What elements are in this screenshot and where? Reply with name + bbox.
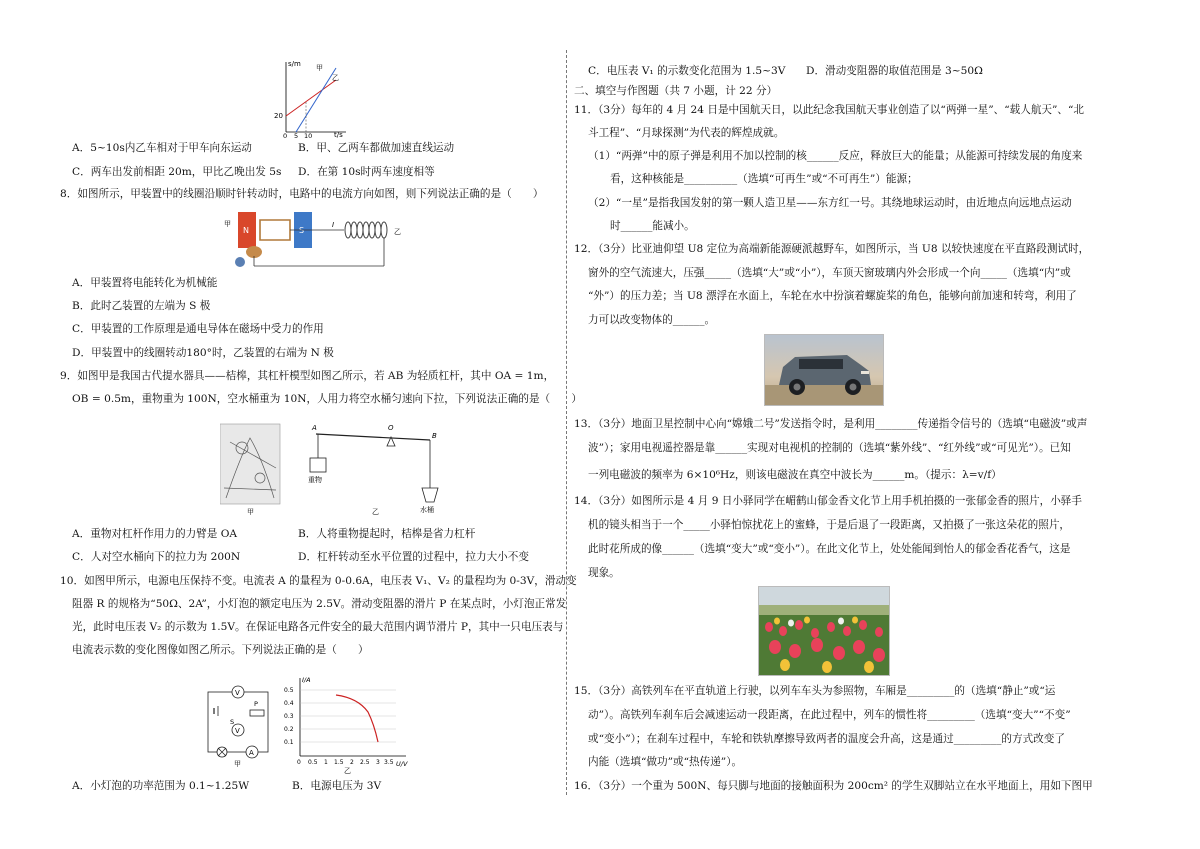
q9-figure (220, 418, 460, 518)
q11-line-1: 11．（3分）每年的 4 月 24 日是中国航天日，以此纪念我国航天事业创造了以“两弹一星”、“载人航天”、“北 (574, 104, 1085, 116)
q10-option-c: C．电压表 V₁ 的示数变化范围为 1.5~3V (588, 65, 786, 77)
q14-line-1: 14．（3分）如图所示是 4 月 9 日小驿同学在嵋鹤山郁金香文化节上用手机拍摄的一张郁金香的照片，小驿手 (574, 495, 1082, 507)
q10-option-b: B．电源电压为 3V (292, 780, 382, 792)
q9-a-label: A (312, 424, 317, 432)
q10-option-d: D．滑动变阻器的取值范围是 3~50Ω (806, 65, 983, 77)
q10-iu-graph (278, 674, 414, 774)
q10-xtick-2.5: 2.5 (360, 759, 370, 766)
q10-stem-line-1: 10．如图甲所示，电源电压保持不变。电流表 A 的量程为 0-0.6A，电压表 V₁、V₂ 的量程均为 0-3V，滑动变 (60, 575, 577, 587)
q13-line-1: 13．（3分）地面卫星控制中心向“嫦娥二号”发送指令时，是利用________传递指令信号的（选填“电磁波”或声 (574, 418, 1088, 430)
q8-figure (224, 206, 424, 272)
q14-line-2: 机的镜头相当于一个_____小驿怕惊扰花上的蜜蜂，于是后退了一段距离，又拍摄了一张这朵花的照片， (588, 519, 1071, 531)
q10-xtick-0.5: 0.5 (308, 759, 318, 766)
q11-line-6: 时______能减小。 (610, 220, 695, 232)
q7-line-b-label: 乙 (332, 74, 339, 82)
q11-line-5: （2）“一星”是指我国发射的第一颗人造卫星——东方红一号。其绕地球运动时，由近地点向远地点运动 (588, 197, 1072, 209)
q10-circuit (200, 684, 276, 768)
q8-option-d: D．甲装置中的线圈转动180°时，乙装置的右端为 N 极 (72, 347, 334, 359)
q15-line-2: 动”）。高铁列车刹车后会减速运动一段距离，在此过程中，列车的惯性将_________（选填“变大”“不变” (588, 709, 1071, 721)
q7-option-a: A．5~10s内乙车相对于甲车向东运动 (72, 142, 252, 154)
q10-stem-line-3: 光，此时电压表 V₂ 的示数为 1.5V。在保证电路各元件安全的最大范围内调节滑片 P，其中一只电压表与 (72, 621, 564, 633)
right-column (574, 0, 1093, 849)
q10-ytick-0.1: 0.1 (284, 739, 294, 746)
q10-s-label: S (230, 718, 235, 726)
q7-option-b: B．甲、乙两车都做加速直线运动 (298, 142, 455, 154)
q10-xtick-3.5: 3.5 (384, 759, 394, 766)
q12-line-4: 力可以改变物体的______。 (588, 314, 716, 326)
q8-stem: 8．如图所示，甲装置中的线圈沿顺时针转动时，电路中的电流方向如图，则下列说法正确的是（ ） (60, 188, 544, 200)
q7-ylabel: s/m (288, 60, 301, 68)
q13-line-2: 波”）；家用电视遥控器是靠______实现对电视机的控制的（选填“紫外线”、“红外线”或“可见光”）。已知 (588, 442, 1071, 454)
q9-stem-line-1: 9．如图甲是我国古代提水器具——桔槔，其杠杆模型如图乙所示，若 AB 为轻质杠杆，其中 OA = 1m， (60, 370, 555, 382)
q9-bucket-label: 水桶 (420, 506, 434, 514)
q12-line-3: “外”）的压力差；当 U8 漂浮在水面上，车轮在水中扮演着螺旋桨的角色，能够向前加速和转弯，利用了 (588, 290, 1077, 302)
q8-yi-label: 乙 (394, 228, 401, 236)
q9-option-a: A．重物对杠杆作用力的力臂是 OA (72, 528, 238, 540)
q8-option-c: C．甲装置的工作原理是通电导体在磁场中受力的作用 (72, 323, 324, 335)
q10-v2-symbol: V (235, 727, 240, 735)
q10-xtick-1.5: 1.5 (334, 759, 344, 766)
q10-graph-xlabel: U/V (396, 760, 408, 768)
suv-photo (764, 334, 884, 406)
q7-option-c: C．两车出发前相距 20m，甲比乙晚出发 5s (72, 166, 282, 178)
q7-ytick: 20 (274, 112, 283, 120)
q9-b-label: B (432, 432, 437, 440)
q7-option-d: D．在第 10s时两车速度相等 (298, 166, 435, 178)
q10-xtick-0: 0 (297, 759, 301, 766)
q9-option-d: D．杠杆转动至水平位置的过程中，拉力大小不变 (298, 551, 529, 563)
q14-line-3: 此时花所成的像______（选填“变大”或“变小”）。在此文化节上，处处能闻到怡人的郁金香花香气，这是 (588, 543, 1071, 555)
tulip-photo (758, 586, 890, 676)
q10-graph-ylabel: I/A (302, 676, 311, 684)
q13-line-3: 一列电磁波的频率为 6×10⁶Hz，则该电磁波在真空中波长为______m。（提示：λ=v/f） (588, 469, 1002, 481)
q8-jia-label: 甲 (224, 220, 231, 228)
q10-stem-line-4: 电流表示数的变化图像如图乙所示。下列说法正确的是（ ） (72, 644, 369, 656)
q12-line-2: 窗外的空气流速大，压强_____（选填“大”或“小”），车顶天窗玻璃内外会形成一个向_____（选填“内”或 (588, 267, 1071, 279)
q16-line-1: 16．（3分）一个重为 500N、每只脚与地面的接触面积为 200cm² 的学生双脚站立在水平地面上，用如下图甲 (574, 780, 1093, 792)
q7-xtick-5: 5 (294, 132, 299, 138)
q9-jia-label: 甲 (247, 508, 254, 516)
q10-yi-label: 乙 (344, 767, 351, 774)
q7-xlabel: t/s (334, 131, 343, 138)
q10-ytick-0.2: 0.2 (284, 726, 294, 733)
q7-st-graph (266, 58, 386, 138)
section-2-heading: 二、填空与作图题（共 7 小题，计 22 分） (574, 85, 778, 97)
q9-option-c: C．人对空水桶向下的拉力为 200N (72, 551, 241, 563)
q8-s-label: S (299, 226, 305, 235)
q8-option-b: B．此时乙装置的左端为 S 极 (72, 300, 211, 312)
q15-line-4: 内能（选填“做功”或“热传递”）。 (588, 756, 743, 768)
q8-i-label: I (332, 221, 335, 229)
q7-xtick-10: 10 (304, 132, 313, 138)
q15-line-3: 或“变小”）；在刹车过程中，车轮和铁轨摩擦导致两者的温度会升高，这是通过_________的方式改变了 (588, 733, 1065, 745)
q11-line-4: 看，这种核能是__________（选填“可再生”或“不可再生”）能源； (610, 173, 918, 185)
q10-ytick-0.4: 0.4 (284, 700, 294, 707)
q10-stem-line-2: 阻器 R 的规格为“50Ω、2A”，小灯泡的额定电压为 2.5V。滑动变阻器的滑片 P 在某点时，小灯泡正常发 (72, 598, 567, 610)
q15-line-1: 15．（3分）高铁列车在平直轨道上行驶，以列车车头为参照物，车厢是_________的（选填“静止”或“运 (574, 685, 1056, 697)
left-column (60, 0, 582, 849)
q9-yi-label: 乙 (372, 508, 379, 516)
q9-option-b: B．人将重物提起时，桔槔是省力杠杆 (298, 528, 476, 540)
q12-line-1: 12．（3分）比亚迪仰望 U8 定位为高端新能源硬派越野车，如图所示，当 U8 以较快速度在平直路段测试时， (574, 243, 1090, 255)
q10-xtick-3: 3 (376, 759, 380, 766)
q14-line-4: 现象。 (588, 567, 620, 579)
q10-xtick-1: 1 (324, 759, 328, 766)
q9-stem-line-2: OB = 0.5m，重物重为 100N，空水桶重为 10N，人用力将空水桶匀速向下拉，下列说法正确的是（ ） (72, 393, 582, 405)
column-divider (566, 50, 567, 795)
q10-a-symbol: A (249, 749, 254, 757)
q8-n-label: N (243, 226, 249, 235)
q10-ytick-0.5: 0.5 (284, 687, 294, 694)
q10-xtick-2: 2 (350, 759, 354, 766)
q8-option-a: A．甲装置将电能转化为机械能 (72, 277, 218, 289)
q11-line-2: 斗工程”、“月球探测”为代表的辉煌成就。 (588, 127, 785, 139)
q10-jia-label: 甲 (234, 760, 241, 768)
q10-p-label: P (254, 700, 258, 708)
q7-line-a-label: 甲 (316, 64, 323, 72)
q10-option-a: A．小灯泡的功率范围为 0.1~1.25W (72, 780, 250, 792)
q10-v1-symbol: V (235, 689, 240, 697)
q9-o-label: O (388, 424, 394, 432)
q9-weight-label: 重物 (308, 476, 322, 484)
q10-ytick-0.3: 0.3 (284, 713, 294, 720)
q11-line-3: （1）“两弹”中的原子弹是利用不加以控制的核______反应，释放巨大的能量；从能源可持续发展的角度来 (588, 150, 1083, 162)
q7-xtick-0: 0 (283, 132, 288, 138)
